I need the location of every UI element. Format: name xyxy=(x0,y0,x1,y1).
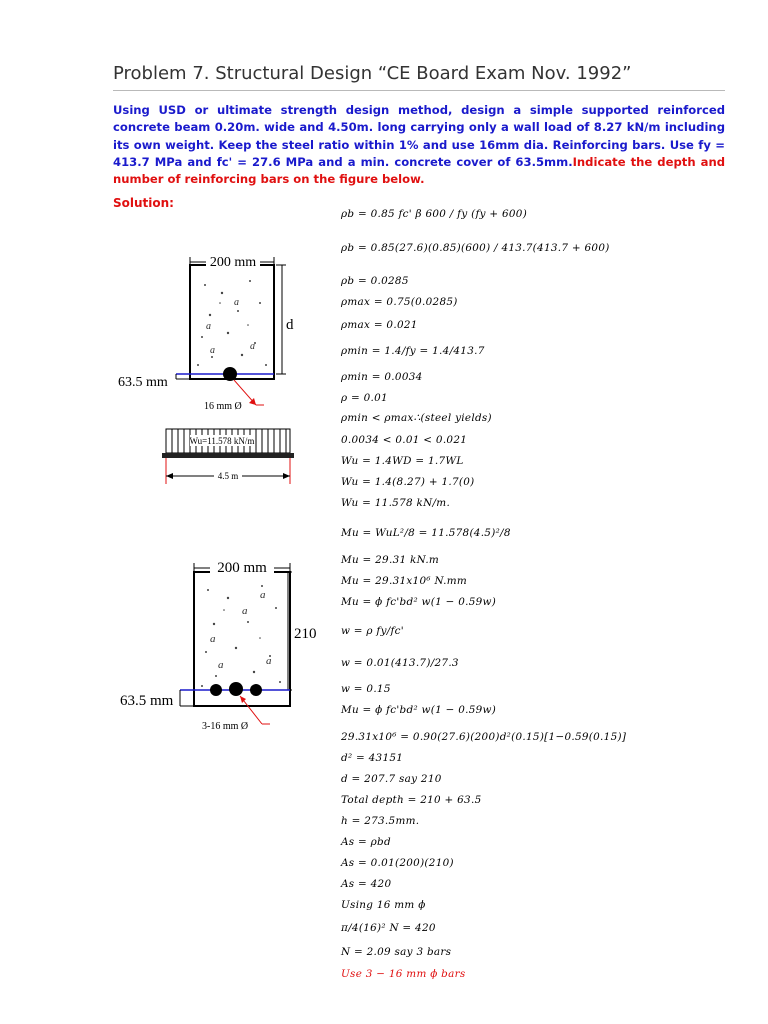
equation-line: As = 420 xyxy=(341,878,392,890)
equation-line: w = 0.15 xyxy=(341,683,391,695)
equation-line: ρb = 0.0285 xyxy=(341,275,409,287)
rebar-circle xyxy=(223,367,237,381)
rebar-label: 16 mm Ø xyxy=(204,401,242,412)
equation-line: Mu = WuL²/8 = 11.578(4.5)²/8 xyxy=(341,527,511,539)
load-label: Wu=11.578 kN/m xyxy=(189,436,255,446)
equation-line: Mu = ϕ fc'bd² w(1 − 0.59w) xyxy=(341,704,497,716)
rebar-circle-right xyxy=(250,684,262,696)
equation-line: d = 207.7 say 210 xyxy=(341,773,442,785)
equation-line: Wu = 1.4(8.27) + 1.7(0) xyxy=(341,476,475,488)
svg-text:a: a xyxy=(234,297,239,308)
equation-line: Mu = 29.31x10⁶ N.mm xyxy=(341,575,468,587)
depth-label: d xyxy=(286,317,294,333)
equation-line: ρmin = 1.4/fy = 1.4/413.7 xyxy=(341,345,485,357)
svg-text:a: a xyxy=(260,589,266,601)
equation-line: As = 0.01(200)(210) xyxy=(341,857,454,869)
svg-text:a: a xyxy=(218,659,224,671)
equation-line: Total depth = 210 + 63.5 xyxy=(341,794,482,806)
equation-line: w = 0.01(413.7)/27.3 xyxy=(341,657,459,669)
equation-line: π/4(16)² N = 420 xyxy=(341,922,436,934)
cover-label: 63.5 mm xyxy=(118,375,168,390)
equation-line: Wu = 1.4WD = 1.7WL xyxy=(341,455,464,467)
equation-line: ρmin = 0.0034 xyxy=(341,371,423,383)
equation-line: N = 2.09 say 3 bars xyxy=(341,946,452,958)
equation-line: ρb = 0.85(27.6)(0.85)(600) / 413.7(413.7 + 600) xyxy=(341,242,610,254)
problem-statement xyxy=(113,102,725,188)
statement-text: Using USD or ultimate strength design method, design a simple supported reinforced concrete beam 0.20m. wide and 4.50m. long carrying only a wall load of 8.27 kN/m including its own weight. Keep the steel ratio within 1% and use 16mm dia. Reinforcing bars. Use fy = 413.7 MPa and fc' = 27.6 MPa and a min. concrete cover of 63.5mm. xyxy=(113,103,725,169)
equation-line-final-answer: Use 3 − 16 mm ϕ bars xyxy=(341,968,466,980)
title-divider xyxy=(113,90,725,91)
statement-instruction: Indicate the depth and number of reinforcing bars on the figure below. xyxy=(113,154,725,187)
svg-text:a: a xyxy=(266,655,272,667)
equation-line: As = ρbd xyxy=(341,836,391,848)
page-title: Problem 7. Structural Design “CE Board Exam Nov. 1992” xyxy=(113,63,632,84)
equation-line: 0.0034 < 0.01 < 0.021 xyxy=(341,434,468,446)
rebar-circle-center xyxy=(229,682,243,696)
svg-text:a: a xyxy=(210,633,216,645)
equation-line: d² = 43151 xyxy=(341,752,404,764)
equation-line: Mu = ϕ fc'bd² w(1 − 0.59w) xyxy=(341,596,497,608)
equation-line: ρmax = 0.75(0.0285) xyxy=(341,296,458,308)
equation-line: ρ = 0.01 xyxy=(341,392,388,404)
equation-line: ρb = 0.85 fc' β 600 / fy (fy + 600) xyxy=(341,208,528,220)
beam-section-figure-2 xyxy=(110,552,317,742)
rebar-circle-left xyxy=(210,684,222,696)
solution-label: Solution: xyxy=(113,196,174,210)
beam-bar xyxy=(162,453,294,458)
equation-line: Mu = 29.31 kN.m xyxy=(341,554,440,566)
equation-line: w = ρ fy/fc' xyxy=(341,625,404,637)
svg-text:a: a xyxy=(206,321,211,332)
load-diagram xyxy=(150,424,300,490)
span-label: 4.5 m xyxy=(217,471,239,481)
depth-label: 210 xyxy=(294,626,317,642)
equation-line: Using 16 mm ϕ xyxy=(341,899,426,911)
width-label: 200 mm xyxy=(217,560,267,576)
equation-line: ρmin < ρmax∴(steel yields) xyxy=(341,412,492,424)
equation-line: Wu = 11.578 kN/m. xyxy=(341,497,451,509)
beam-section-figure-1 xyxy=(110,245,310,420)
equation-line: 29.31x10⁶ = 0.90(27.6)(200)d²(0.15)[1−0.59(0.15)] xyxy=(341,731,627,743)
beam-section-outline xyxy=(190,265,274,379)
rebar-label: 3-16 mm Ø xyxy=(202,721,249,732)
equation-line: h = 273.5mm. xyxy=(341,815,420,827)
svg-text:a: a xyxy=(250,341,255,352)
svg-text:a: a xyxy=(210,345,215,356)
equation-line: ρmax = 0.021 xyxy=(341,319,418,331)
svg-text:a: a xyxy=(242,605,248,617)
cover-label: 63.5 mm xyxy=(120,693,174,709)
width-label: 200 mm xyxy=(209,255,257,270)
